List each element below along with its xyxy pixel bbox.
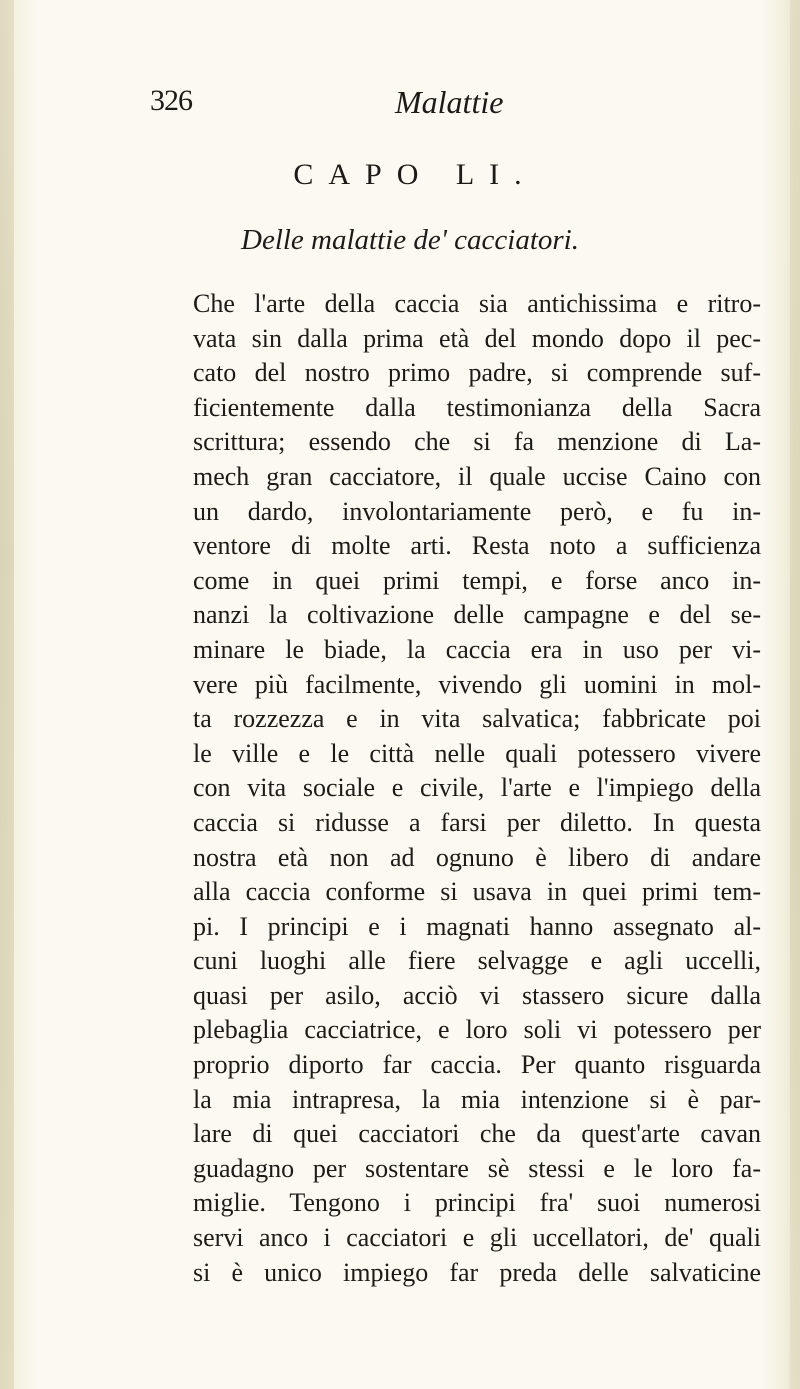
text-line: miglie. Tengono i principi fra' suoi numerosi bbox=[193, 1188, 761, 1218]
text-line: scrittura; essendo che si fa menzione di La- bbox=[193, 427, 761, 457]
text-line: le ville e le città nelle quali potessero vivere bbox=[193, 738, 761, 768]
text-line: pi. I principi e i magnati hanno assegnato al- bbox=[193, 911, 761, 941]
text-line: Che l'arte della caccia sia antichissima e ritro- bbox=[193, 289, 761, 318]
text-line: si è unico impiego far preda delle salvaticine bbox=[193, 1257, 761, 1287]
text-line: cato del nostro primo padre, si comprende suf- bbox=[193, 358, 761, 388]
text-line: guadagno per sostentare sè stessi e le loro fa- bbox=[193, 1153, 761, 1183]
page-gutter-left bbox=[0, 0, 14, 1389]
text-line: servi anco i cacciatori e gli uccellatori, de' quali bbox=[193, 1223, 761, 1253]
page-number: 326 bbox=[150, 84, 192, 117]
text-line: proprio diporto far caccia. Per quanto risguarda bbox=[193, 1050, 761, 1080]
text-line: lare di quei cacciatori che da quest'arte cavan bbox=[193, 1119, 761, 1149]
text-line: come in quei primi tempi, e forse anco in- bbox=[193, 565, 761, 595]
running-head: Malattie bbox=[395, 84, 504, 120]
text-line: mech gran cacciatore, il quale uccise Caino con bbox=[193, 461, 761, 491]
text-line: minare le biade, la caccia era in uso per vi- bbox=[193, 634, 761, 664]
chapter-subtitle: Delle malattie de' cacciatori. bbox=[241, 224, 579, 256]
chapter-title: CAPO LI. bbox=[293, 158, 537, 191]
text-line: plebaglia cacciatrice, e loro soli vi potessero per bbox=[193, 1015, 761, 1045]
text-line: quasi per asilo, acciò vi stassero sicure dalla bbox=[193, 980, 761, 1010]
text-line: caccia si ridusse a farsi per diletto. In questa bbox=[193, 807, 761, 837]
text-line: nostra età non ad ognuno è libero di andare bbox=[193, 842, 761, 872]
text-line: alla caccia conforme si usava in quei primi tem- bbox=[193, 877, 761, 907]
text-line: cuni luoghi alle fiere selvagge e agli uccelli, bbox=[193, 946, 761, 976]
body-paragraph bbox=[193, 287, 761, 1290]
text-line: vata sin dalla prima età del mondo dopo il pec- bbox=[193, 323, 761, 353]
text-line: ventore di molte arti. Resta noto a sufficienza bbox=[193, 531, 761, 561]
text-line: ficientemente dalla testimonianza della Sacra bbox=[193, 392, 761, 422]
page-header bbox=[150, 84, 750, 124]
text-line: un dardo, involontariamente però, e fu in- bbox=[193, 496, 761, 526]
text-line: vere più facilmente, vivendo gli uomini in mol- bbox=[193, 669, 761, 699]
text-line: ta rozzezza e in vita salvatica; fabbricate poi bbox=[193, 704, 761, 734]
text-line: la mia intrapresa, la mia intenzione si è par- bbox=[193, 1084, 761, 1114]
text-line: nanzi la coltivazione delle campagne e del se- bbox=[193, 600, 761, 630]
text-line: con vita sociale e civile, l'arte e l'impiego della bbox=[193, 773, 761, 803]
page-edge-right bbox=[790, 0, 800, 1389]
